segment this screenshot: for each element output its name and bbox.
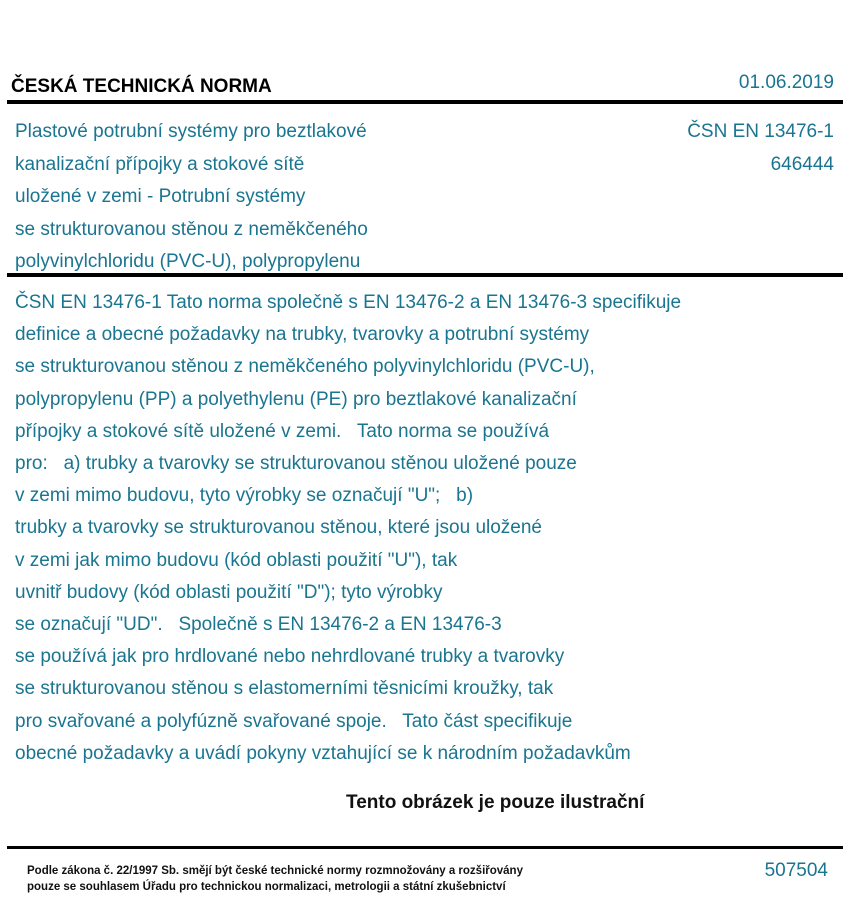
abstract-line: v zemi mimo budovu, tyto výrobky se označují "U"; b): [15, 485, 474, 507]
abstract-line: trubky a tvarovky se strukturovanou stěnou, které jsou uložené: [15, 517, 542, 539]
abstract-line: definice a obecné požadavky na trubky, tvarovky a potrubní systémy: [15, 324, 590, 346]
abstract-line: se strukturovanou stěnou z neměkčeného polyvinylchloridu (PVC-U),: [15, 356, 595, 378]
legal-notice-line: pouze se souhlasem Úřadu pro technickou normalizaci, metrologii a státní zkušebnictví: [27, 881, 506, 893]
standard-designation: ČSN EN 13476-1: [687, 121, 834, 142]
standard-class-number: 646444: [770, 153, 834, 175]
abstract-line: uvnitř budovy (kód oblasti použití "D"); tyto výrobky: [15, 581, 443, 603]
abstract-line: pro: a) trubky a tvarovky se strukturovanou stěnou uložené pouze: [15, 453, 577, 475]
abstract-line: obecné požadavky a uvádí pokyny vztahující se k národním požadavkům: [15, 742, 631, 764]
standard-codes: [687, 116, 834, 181]
document-number: 507504: [764, 860, 828, 881]
abstract-line: se strukturovanou stěnou s elastomerními těsnicími kroužky, tak: [15, 678, 554, 700]
standard-title-line: uložené v zemi - Potrubní systémy: [15, 186, 306, 207]
legal-notice-line: Podle zákona č. 22/1997 Sb. smějí být české technické normy rozmnožovány a rozšiřovány: [27, 865, 523, 877]
header-divider: [7, 100, 843, 104]
abstract-line: pro svařované a polyfúzně svařované spoje. Tato část specifikuje: [15, 710, 573, 732]
abstract-line: se označují "UD". Společně s EN 13476-2 a EN 13476-3: [15, 614, 502, 636]
publication-date: 01.06.2019: [738, 72, 834, 93]
abstract-line: přípojky a stokové sítě uložené v zemi. Tato norma se používá: [15, 420, 550, 442]
standard-title-line: se strukturovanou stěnou z neměkčeného: [15, 218, 368, 240]
standard-title-line: polyvinylchloridu (PVC-U), polypropylenu: [15, 251, 361, 272]
title-divider: [7, 273, 843, 277]
standard-title-line: kanalizační přípojky a stokové sítě: [15, 153, 305, 175]
abstract-line: ČSN EN 13476-1 Tato norma společně s EN 13476-2 a EN 13476-3 specifikuje: [15, 292, 682, 313]
legal-notice: [27, 863, 523, 895]
abstract-line: v zemi jak mimo budovu (kód oblasti použití "U"), tak: [15, 549, 458, 571]
illustration-note: Tento obrázek je pouze ilustrační: [346, 792, 645, 813]
abstract-line: se používá jak pro hrdlované nebo nehrdlované trubky a tvarovky: [15, 646, 565, 668]
abstract-line: polypropylenu (PP) a polyethylenu (PE) pro beztlakové kanalizační: [15, 388, 577, 410]
standard-abstract: [15, 287, 681, 770]
footer-divider: [7, 846, 843, 849]
standard-title-line: Plastové potrubní systémy pro beztlakové: [15, 121, 367, 142]
document-header-title: ČESKÁ TECHNICKÁ NORMA: [11, 76, 272, 97]
standard-title: [15, 116, 368, 279]
